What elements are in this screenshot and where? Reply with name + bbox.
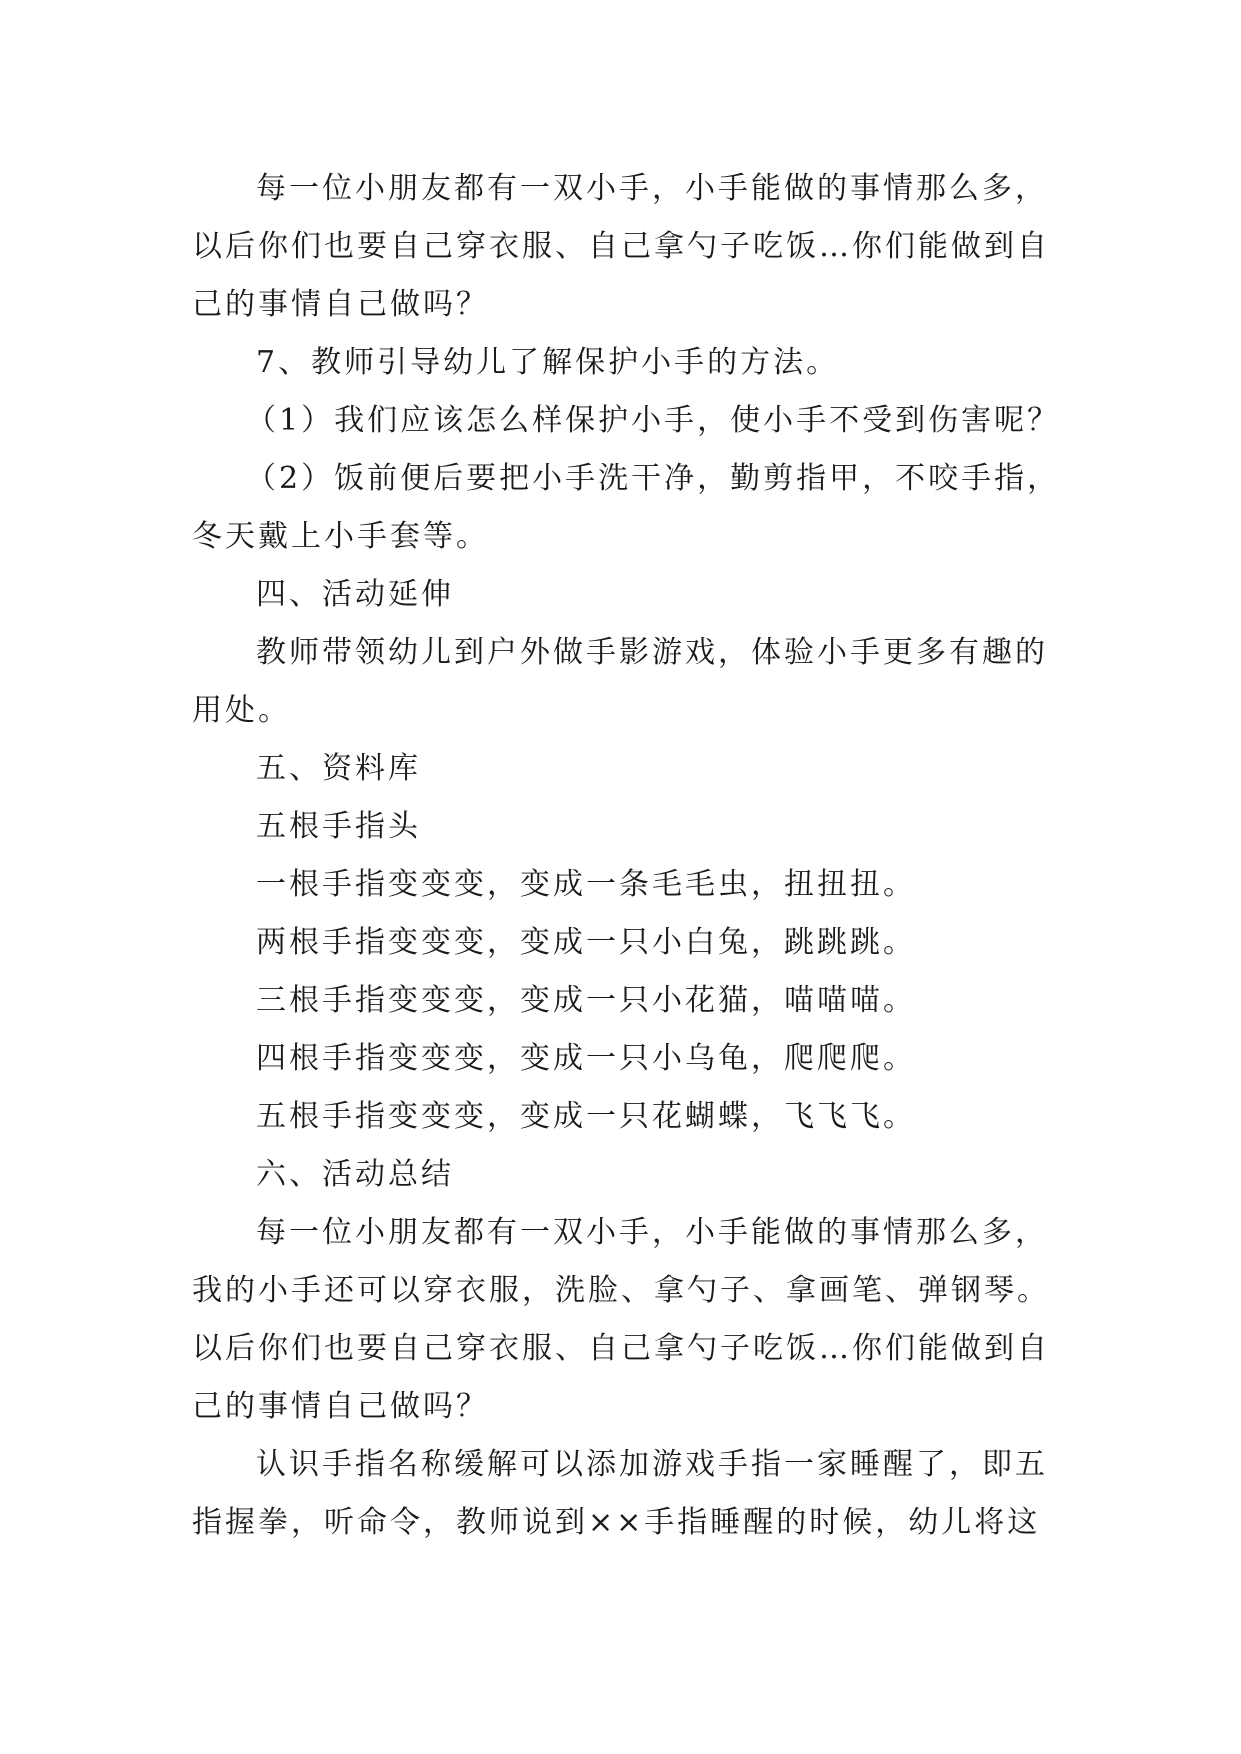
paragraph-line: 指握拳，听命令，教师说到××手指睡醒的时候，幼儿将这: [192, 1505, 1041, 1540]
paragraph-line: 每一位小朋友都有一双小手，小手能做的事情那么多，: [256, 1215, 1048, 1250]
rhyme-line: 四根手指变变变，变成一只小乌龟，爬爬爬。: [256, 1041, 916, 1076]
list-item: （2）饭前便后要把小手洗干净，勤剪指甲，不咬手指，: [246, 461, 1061, 496]
paragraph-line: 冬天戴上小手套等。: [192, 519, 489, 554]
section-heading: 四、活动延伸: [256, 577, 454, 612]
paragraph-line: 以后你们也要自己穿衣服、自己拿勺子吃饭…你们能做到自: [192, 229, 1050, 264]
step-heading: 7、教师引导幼儿了解保护小手的方法。: [256, 345, 840, 380]
section-heading: 六、活动总结: [256, 1157, 454, 1192]
rhyme-title: 五根手指头: [256, 809, 421, 844]
paragraph-line: 认识手指名称缓解可以添加游戏手指一家睡醒了，即五: [256, 1447, 1048, 1482]
paragraph-line: 己的事情自己做吗？: [192, 1389, 489, 1424]
rhyme-line: 五根手指变变变，变成一只花蝴蝶，飞飞飞。: [256, 1099, 916, 1134]
rhyme-line: 两根手指变变变，变成一只小白兔，跳跳跳。: [256, 925, 916, 960]
section-heading: 五、资料库: [256, 751, 421, 786]
paragraph-line: 以后你们也要自己穿衣服、自己拿勺子吃饭…你们能做到自: [192, 1331, 1050, 1366]
list-item: （1）我们应该怎么样保护小手，使小手不受到伤害呢？: [246, 403, 1061, 438]
paragraph-line: 教师带领幼儿到户外做手影游戏，体验小手更多有趣的: [256, 635, 1048, 670]
document-body: [192, 160, 1060, 1552]
paragraph-line: 我的小手还可以穿衣服，洗脸、拿勺子、拿画笔、弹钢琴。: [192, 1273, 1050, 1308]
paragraph-line: 用处。: [192, 693, 291, 728]
paragraph-line: 每一位小朋友都有一双小手，小手能做的事情那么多，: [256, 171, 1048, 206]
rhyme-line: 一根手指变变变，变成一条毛毛虫，扭扭扭。: [256, 867, 916, 902]
rhyme-line: 三根手指变变变，变成一只小花猫，喵喵喵。: [256, 983, 916, 1018]
paragraph-line: 己的事情自己做吗？: [192, 287, 489, 322]
